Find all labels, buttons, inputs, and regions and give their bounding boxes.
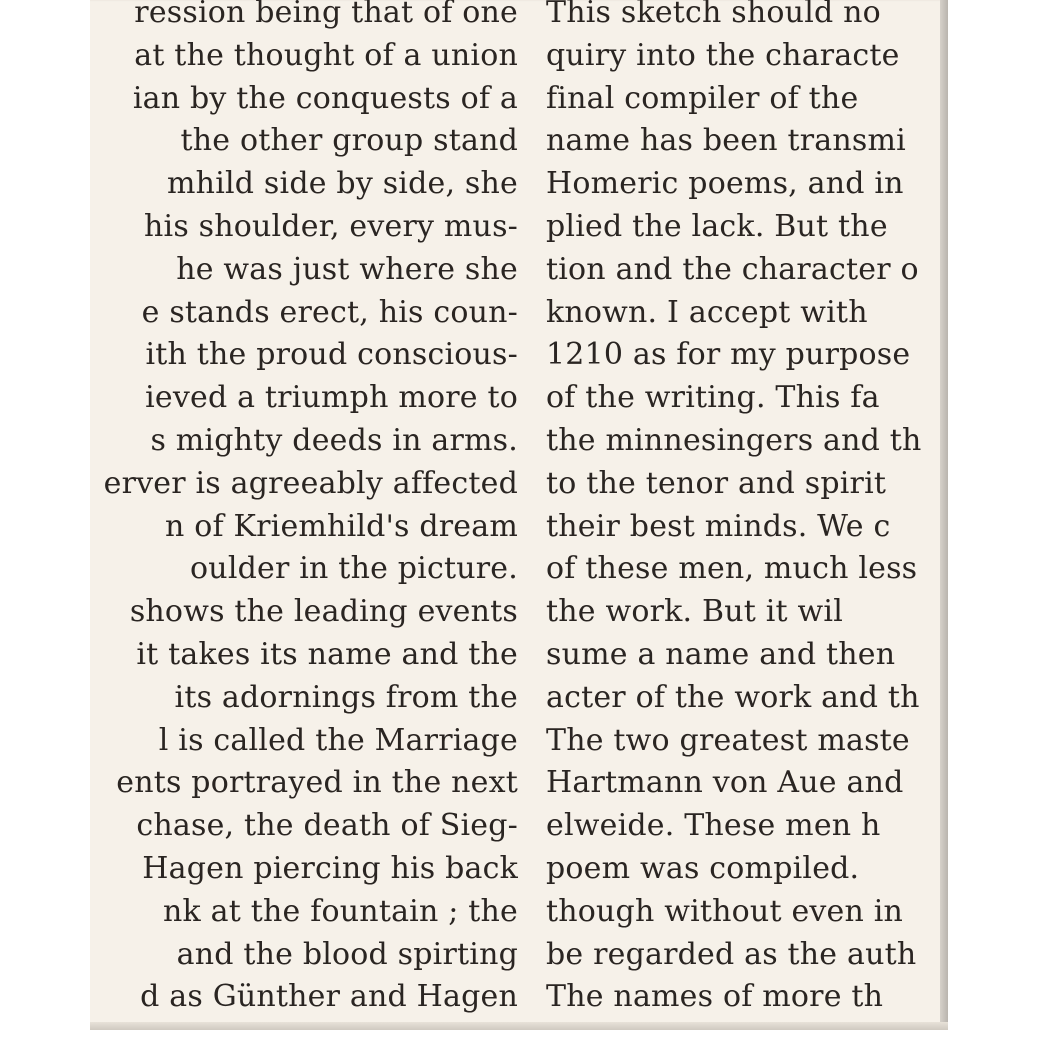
text-line: shows the leading events — [129, 594, 518, 630]
text-line: ieved a triumph more to — [145, 380, 518, 416]
text-line: 1210 as for my purpose — [546, 337, 911, 373]
text-line: d as Günther and Hagen — [140, 979, 518, 1015]
text-line: final compiler of the — [546, 80, 859, 116]
text-line: mhild side by side, she — [167, 166, 518, 202]
text-line: The names of more th — [546, 979, 884, 1015]
text-line: elweide. These men h — [546, 808, 881, 844]
text-line: chase, the death of Sieg- — [136, 808, 518, 844]
text-line: at the thought of a union — [134, 37, 518, 73]
text-line: erver is agreeably affected — [103, 465, 518, 501]
text-line: its adornings from the — [174, 679, 518, 715]
page-edge-bottom — [90, 1022, 948, 1030]
text-line: ian by the conquests of a — [132, 80, 518, 116]
text-line: of the writing. This fa — [546, 380, 880, 416]
text-line: his shoulder, every mus- — [144, 208, 518, 244]
text-line: s mighty deeds in arms. — [150, 422, 518, 458]
text-line: This sketch should no — [546, 0, 881, 30]
text-line: of these men, much less — [546, 551, 918, 587]
text-line: quiry into the characte — [546, 37, 900, 73]
text-line: sume a name and then — [546, 636, 896, 672]
text-line: n of Kriemhild's dream — [164, 508, 518, 544]
text-line: to the tenor and spirit — [546, 465, 887, 501]
scanned-page — [90, 0, 946, 1030]
text-line: ith the proud conscious- — [145, 337, 518, 373]
text-line: oulder in the picture. — [190, 551, 518, 587]
text-line: the other group stand — [180, 123, 518, 159]
text-line: and the blood spirting — [176, 936, 518, 972]
text-line: Homeric poems, and in — [546, 166, 904, 202]
text-line: their best minds. We c — [546, 508, 891, 544]
right-text-column — [546, 0, 946, 1030]
text-line: acter of the work and th — [546, 679, 920, 715]
text-line: name has been transmi — [546, 123, 906, 159]
text-line: it takes its name and the — [136, 636, 518, 672]
page-edge-right — [940, 0, 948, 1030]
text-line: tion and the character o — [546, 251, 919, 287]
text-line: Hartmann von Aue and — [546, 765, 904, 801]
text-line: though without even in — [546, 893, 904, 929]
text-line: l is called the Marriage — [158, 722, 518, 758]
text-line: ression being that of one — [134, 0, 518, 30]
text-line: Hagen piercing his back — [142, 850, 518, 886]
text-line: be regarded as the auth — [546, 936, 917, 972]
text-line: the work. But it wil — [546, 594, 844, 630]
text-line: e stands erect, his coun- — [141, 294, 518, 330]
text-line: he was just where she — [176, 251, 518, 287]
text-line: ents portrayed in the next — [116, 765, 518, 801]
text-line: The two greatest maste — [546, 722, 910, 758]
left-text-column — [90, 0, 518, 1030]
text-line: known. I accept with — [546, 294, 868, 330]
text-line: poem was compiled. — [546, 850, 860, 886]
text-line: the minnesingers and th — [546, 422, 922, 458]
text-line: plied the lack. But the — [546, 208, 888, 244]
text-line: nk at the fountain ; the — [163, 893, 518, 929]
